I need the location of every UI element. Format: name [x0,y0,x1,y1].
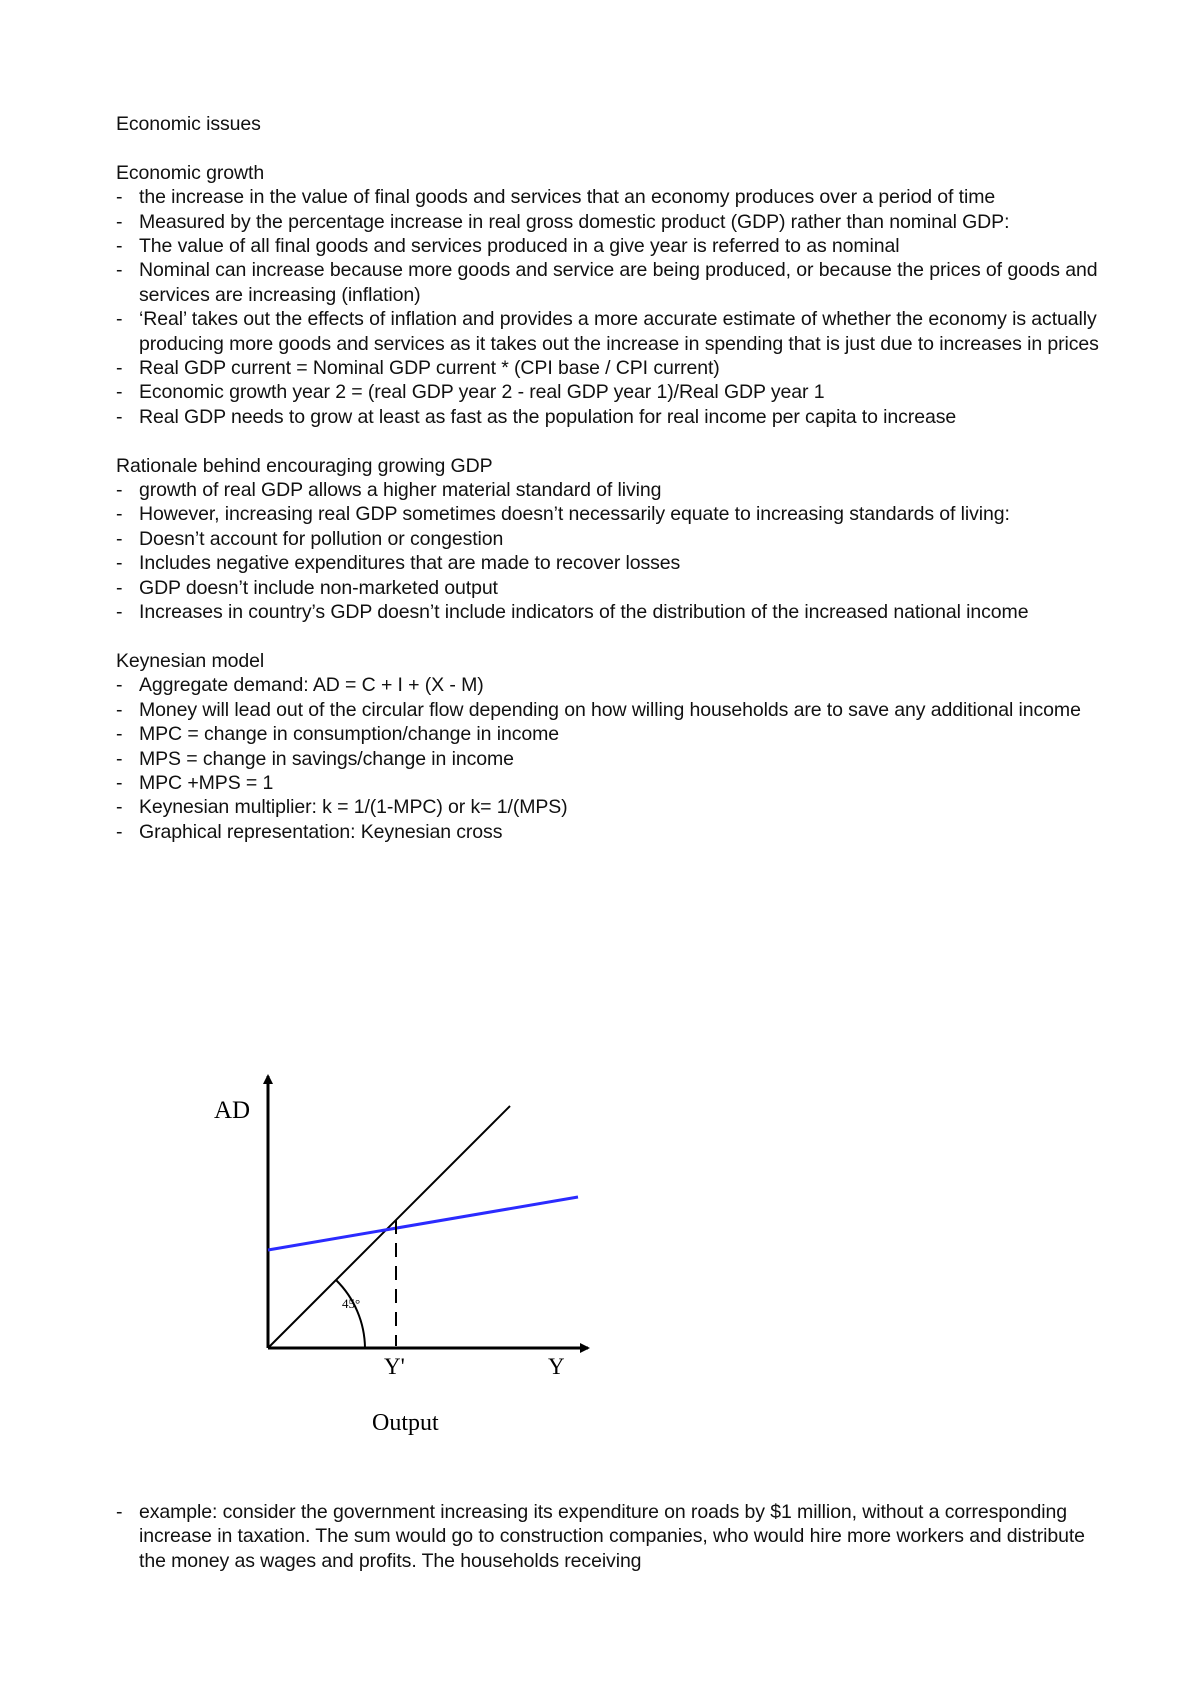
notes-body [116,112,1106,869]
list-item: - Real GDP current = Nominal GDP current * (CPI base / CPI current) [116,356,1106,380]
list-item: - However, increasing real GDP sometimes doesn’t necessarily equate to increasing standards of living: [116,502,1106,526]
list-item: - Economic growth year 2 = (real GDP year 2 - real GDP year 1)/Real GDP year 1 [116,380,1106,404]
y-axis-label: AD [214,1097,251,1124]
list-item: - Nominal can increase because more goods and service are being produced, or because the prices of goods and services are increasing (inflation) [116,258,1106,307]
keynesian-cross-diagram [200,1060,620,1460]
list-item: - GDP doesn’t include non-marketed output [116,576,1106,600]
list-item: - the increase in the value of final goods and services that an economy produces over a period of time [116,185,1106,209]
list-item: - Includes negative expenditures that are made to recover losses [116,551,1106,575]
aggregate-demand-line [268,1197,578,1250]
list-item: - Real GDP needs to grow at least as fast as the population for real income per capita to increase [116,405,1106,429]
list-item: - MPS = change in savings/change in income [116,747,1106,771]
list-item: - Increases in country’s GDP doesn’t include indicators of the distribution of the increased national income [116,600,1106,624]
list-item: - example: consider the government increasing its expenditure on roads by $1 million, without a corresponding increase in taxation. The sum would go to construction companies, who would hire more workers and distribute the money as wages and profits. The households receiving [116,1500,1106,1573]
section-keynesian-model [116,649,1106,844]
keynesian-cross-svg [200,1060,620,1460]
notes-continuation [116,1500,1106,1573]
section-heading: Rationale behind encouraging growing GDP [116,454,493,477]
bullet-list [116,1500,1106,1573]
bullet-list [116,673,1106,844]
section-heading: Economic growth [116,161,265,184]
angle-arc [336,1280,365,1348]
equilibrium-label: Y' [384,1354,405,1379]
list-item: - MPC +MPS = 1 [116,771,1106,795]
diagram-caption: Output [372,1410,439,1436]
list-item: - Keynesian multiplier: k = 1/(1-MPC) or k= 1/(MPS) [116,795,1106,819]
list-item: - MPC = change in consumption/change in income [116,722,1106,746]
section-rationale [116,454,1106,625]
section-economic-growth [116,161,1106,429]
forty-five-degree-line [268,1106,510,1348]
bullet-list [116,478,1106,624]
document-title: Economic issues [116,113,261,135]
section-heading: Keynesian model [116,649,265,672]
list-item: - Aggregate demand: AD = C + I + (X - M) [116,673,1106,697]
list-item: - Graphical representation: Keynesian cross [116,820,1106,844]
x-axis-label: Y [548,1354,565,1379]
list-item: - ‘Real’ takes out the effects of inflation and provides a more accurate estimate of whether the economy is actually producing more goods and services as it takes out the increase in spending that is just due to increases in prices [116,307,1106,356]
list-item: - growth of real GDP allows a higher material standard of living [116,478,1106,502]
angle-label: 45° [342,1296,361,1311]
list-item: - Money will lead out of the circular flow depending on how willing households are to save any additional income [116,698,1106,722]
list-item: - The value of all final goods and services produced in a give year is referred to as nominal [116,234,1106,258]
list-item: - Doesn’t account for pollution or congestion [116,527,1106,551]
bullet-list [116,185,1106,429]
list-item: - Measured by the percentage increase in real gross domestic product (GDP) rather than nominal GDP: [116,210,1106,234]
